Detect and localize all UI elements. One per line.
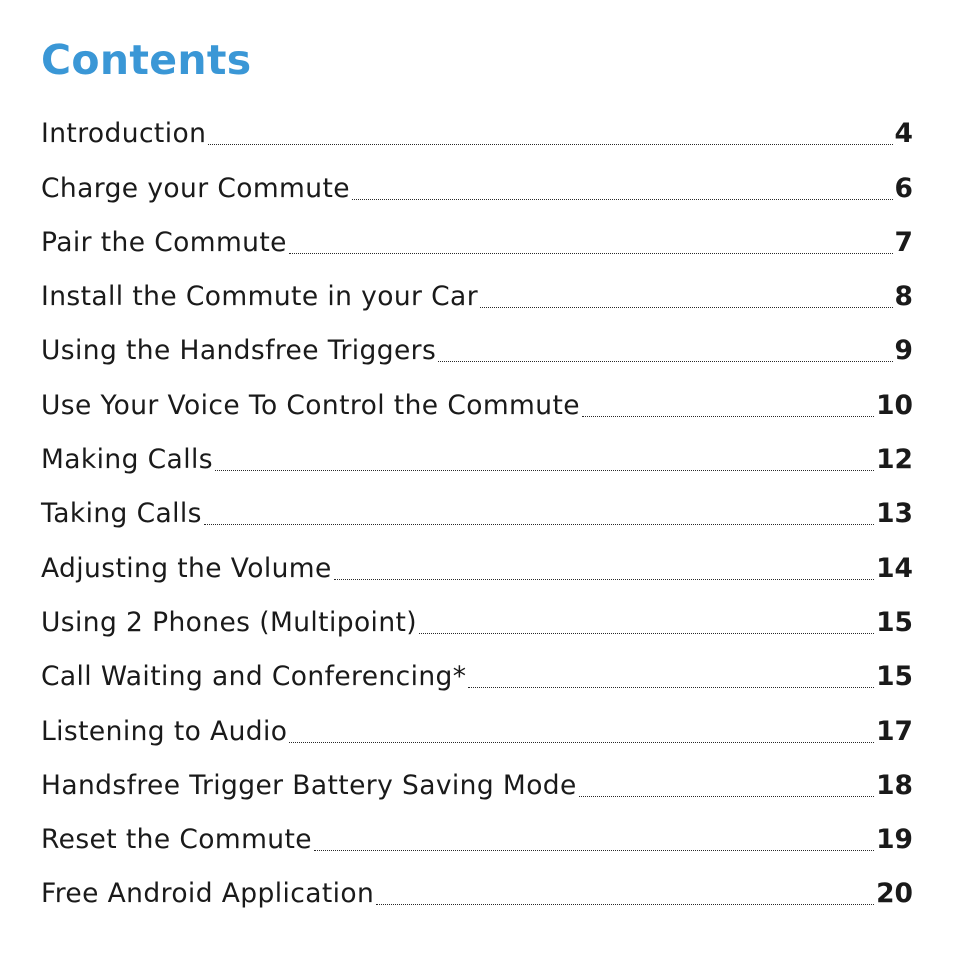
dot-leader [352, 199, 893, 200]
toc-page-number: 8 [894, 281, 913, 313]
toc-entry-label: Using the Handsfree Triggers [41, 335, 437, 367]
toc-entry-label: Free Android Application [41, 878, 375, 910]
toc-entry[interactable] [41, 322, 913, 376]
dot-leader [204, 524, 874, 525]
toc-entry[interactable] [41, 105, 913, 159]
toc-entry[interactable] [41, 648, 913, 702]
toc-entry-label: Using 2 Phones (Multipoint) [41, 606, 418, 638]
dot-leader [215, 470, 874, 471]
toc-entry-label: Listening to Audio [41, 715, 288, 747]
toc-entry-label: Charge your Commute [41, 172, 350, 204]
dot-leader [334, 579, 874, 580]
toc-page-number: 17 [876, 715, 913, 747]
table-of-contents [41, 105, 913, 919]
toc-entry[interactable] [41, 214, 913, 268]
toc-entry[interactable] [41, 268, 913, 322]
toc-page-number: 4 [894, 118, 913, 150]
toc-entry[interactable] [41, 376, 913, 430]
toc-entry-label: Use Your Voice To Control the Commute [41, 389, 580, 421]
dot-leader [579, 796, 874, 797]
toc-entry[interactable] [41, 159, 913, 213]
toc-entry[interactable] [41, 865, 913, 919]
toc-entry[interactable] [41, 811, 913, 865]
toc-page-number: 7 [894, 226, 913, 258]
toc-entry-label: Install the Commute in your Car [41, 281, 478, 313]
dot-leader [438, 361, 892, 362]
toc-page-number: 19 [876, 824, 913, 856]
page-title: Contents [41, 36, 252, 84]
toc-entry[interactable] [41, 757, 913, 811]
dot-leader [314, 850, 874, 851]
toc-entry[interactable] [41, 539, 913, 593]
dot-leader [468, 687, 874, 688]
toc-page-number: 15 [876, 661, 913, 693]
toc-entry-label: Adjusting the Volume [41, 552, 332, 584]
toc-entry[interactable] [41, 594, 913, 648]
dot-leader [582, 416, 874, 417]
toc-entry-label: Reset the Commute [41, 824, 312, 856]
toc-entry-label: Pair the Commute [41, 226, 287, 258]
toc-entry-label: Handsfree Trigger Battery Saving Mode [41, 769, 577, 801]
toc-page-number: 6 [894, 172, 913, 204]
toc-entry[interactable] [41, 485, 913, 539]
dot-leader [289, 742, 874, 743]
toc-page-number: 20 [876, 878, 913, 910]
dot-leader [480, 307, 893, 308]
toc-page-number: 15 [876, 606, 913, 638]
toc-entry-label: Making Calls [41, 444, 213, 476]
toc-entry-label: Taking Calls [41, 498, 202, 530]
toc-page-number: 14 [876, 552, 913, 584]
toc-page-number: 13 [876, 498, 913, 530]
toc-page-number: 10 [876, 389, 913, 421]
toc-entry-label: Call Waiting and Conferencing* [41, 661, 467, 693]
dot-leader [376, 904, 874, 905]
dot-leader [419, 633, 874, 634]
toc-entry[interactable] [41, 431, 913, 485]
toc-entry[interactable] [41, 702, 913, 756]
dot-leader [289, 253, 893, 254]
toc-page-number: 9 [894, 335, 913, 367]
toc-entry-label: Introduction [41, 118, 207, 150]
toc-page-number: 12 [876, 444, 913, 476]
toc-page-number: 18 [876, 769, 913, 801]
dot-leader [208, 144, 892, 145]
